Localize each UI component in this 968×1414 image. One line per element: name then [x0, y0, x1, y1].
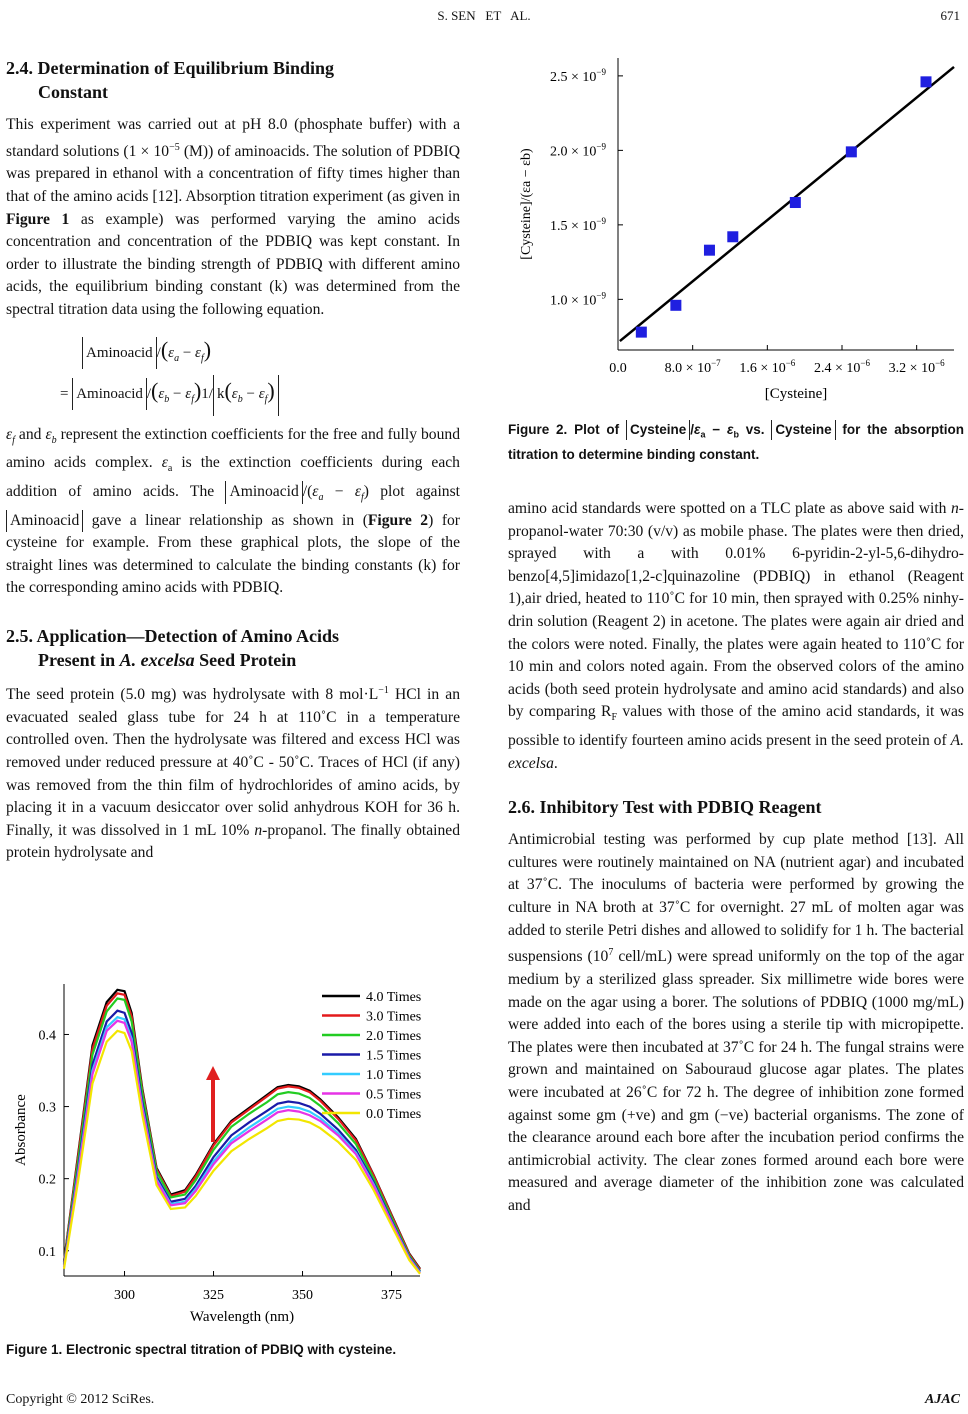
paragraph-extinction: $\varepsilon_f$ and $\varepsilon_b$ represent the extinction coefficients for the free and fully bound amino acids complex. $\varepsilon_a$ is the extinction coefficients during each addition of amino acids. The Aminoacid $/(\varepsilon_a - \varepsilon_f)$ plot against Aminoacid gave a linear relationship as shown in (Figure 2) for cysteine for example. From these graphical plots, the slope of the straight lines was determined to calculate the binding constants (k) for the corresponding amino acids with PDBIQ. — [6, 425, 460, 597]
x-tick-label: $3.2 \times 10^{-6}$ — [888, 358, 945, 376]
y-tick-exponent: −9 — [596, 141, 606, 152]
x-tick-label: $2.4 \times 10^{-6}$ — [814, 358, 870, 376]
data-point-6 — [921, 76, 932, 87]
y-axis-label: [Cysteine]/(εa − εb) — [519, 148, 534, 260]
legend-label-0: 4.0 Times — [366, 990, 422, 1005]
x-tick-label: 350 — [292, 1288, 314, 1303]
data-point-2 — [704, 245, 715, 256]
y-tick-label: 0.4 — [38, 1028, 56, 1044]
data-point-0 — [636, 327, 647, 338]
y-tick-label: $1.5 \times 10^{-9}$ — [550, 215, 606, 234]
arrow-head — [206, 1066, 220, 1080]
paragraph-binding-method: This experiment was carried out at pH 8.0 (phosphate buffer) with a standard solutions ($1 \times 10^{-5}$ (M)) of aminoacids. The solution of PDBIQ was prepared in ethanol with a concentration of fifty times higher than that of the amino acids [12]. Absorption titration experiment (as given in Figure 1 as example) was performed varying the amino acids concentration and concentration of the PDBIQ was kept constant. In order to illustrate the binding strength of PDBIQ with different amino acids, the equilibrium binding constant (k) was determined from the spectral titration data using the following equation. — [6, 116, 461, 318]
paragraph-seed-protein: The seed protein (5.0 mg) was hydrolysate with 8 $mol\cdot L^{-1}$ HCl in an evacuated sealed glass tube for 24 h at 110˚C in a temperature controlled oven. Then the hydrolysate was filtered and excess HCl was removed under reduced pressure at 40˚C - 50˚C. Traces of HCl (if any) was removed from the thin film of hydrochlorides of amino acids, by placing it in a vacuum desiccator over solid anhydrous KOH for 36 h. Finally, it was dissolved in 1 mL 10% n-propanol. The finally obtained protein hydrolysate and — [6, 685, 460, 862]
y-tick-label: 0.2 — [38, 1172, 56, 1188]
page-number: 671 — [940, 8, 960, 23]
x-tick-label: 300 — [114, 1288, 136, 1303]
y-axis-label: Absorbance — [13, 1094, 29, 1166]
data-point-5 — [846, 146, 857, 157]
fit-line — [620, 67, 954, 341]
section-title-line2: Constant — [38, 82, 109, 102]
x-tick-exponent: −6 — [860, 358, 870, 368]
x-tick-label: 325 — [203, 1288, 225, 1303]
equation-line1: Aminoacid $/(\varepsilon_a - \varepsilon_f)$ — [60, 334, 460, 375]
left-column — [6, 56, 460, 865]
paragraph-tlc: amino acid standards were spotted on a TLC plate as above said with n-propanol-water 70:30 (v/v) as mobile phase. The plates were then dried, sprayed with a with 0.01% 6-pyridin-2-yl-5,6-dihydro-benzo[4,5]imidazo[1,2-c]quinazoline (PDBIQ) in ethanol (Reagent 1),air dried, heated to 110˚C for 10 min, then sprayed with 0.25% ninhydrin solution (Reagent 2) in acetone. The plates were again air dried and the colors were noted. Finally, the plates were again heated to 110˚C for 10 min and colors noted again. From the observed colors of the amino acids (both seed protein hydrolysate and amino acid standards) and also by comparing $R_F$ values with those of the amino acid standards, it was possible to identify fourteen amino acids present in the seed protein of A. excelsa. — [508, 500, 965, 772]
footer-journal: AJAC — [924, 1392, 960, 1407]
data-point-3 — [727, 231, 738, 242]
legend-label-4: 1.0 Times — [366, 1068, 422, 1083]
x-tick-label: $1.6 \times 10^{-6}$ — [739, 358, 796, 376]
section-2-5-heading: 2.5. Application—Detection of Amino Acids Present in A. excelsa Seed Protein — [6, 626, 340, 671]
section-2-6-heading: 2.6. Inhibitory Test with PDBIQ Reagent — [508, 797, 822, 818]
figure-1-caption: Figure 1. Electronic spectral titration of PDBIQ with cysteine. — [6, 1342, 397, 1357]
y-tick-label: 0.3 — [38, 1100, 56, 1116]
right-column — [508, 498, 964, 1218]
x-tick-label: $8.0 \times 10^{-7}$ — [664, 358, 721, 376]
footer-copyright: Copyright © 2012 SciRes. — [6, 1392, 155, 1407]
section-2-4-heading — [6, 56, 460, 104]
running-title: S. SEN ET AL. — [437, 8, 531, 23]
equation-line2: = Aminoacid $/(\varepsilon_b - \varepsilon_f)1/$ $k(\varepsilon_b - \varepsilon_f)$ — [60, 375, 460, 416]
x-tick-exponent: −6 — [935, 358, 945, 368]
y-tick-label: $1.0 \times 10^{-9}$ — [550, 290, 606, 309]
figure-1-spectral-chart — [0, 976, 470, 1336]
x-tick-exponent: −6 — [785, 358, 796, 368]
binding-equation — [60, 334, 460, 416]
y-tick-label: $2.5 \times 10^{-9}$ — [550, 66, 606, 85]
y-tick-label: $2.0 \times 10^{-9}$ — [550, 141, 606, 160]
data-point-4 — [790, 197, 801, 208]
paragraph-antimicrobial: Antimicrobial testing was performed by cup plate method [13]. All cultures were routinely maintained on NA (nutrient agar) and incubated at 37˚C. The inoculums of bacteria were performed by growing the culture in NA broth at 37˚C for overnight. 27 mL of molten agar was added to sterile Petri dishes and allowed to solidify for 1 h. The bacterial suspensions ($10^7$ cell/mL) were spread uniformly on the top of the agar medium by a sterilized glass spreader. Six millimetre wide bores were made on the agar using a borer. The solutions of PDBIQ (1000 mg/mL) were added into each of the bores using a sterile tip with micropipette. The plates were then incubated at 37˚C for 24 h. The fungal strains were grown and maintained on Sabouraud glucose agar plates. The plates were incubated at 26˚C for 72 h. The degree of inhibition zone formed against some gm (+ve) and gm (−ve) bacterial organisms. The zone of the clearance around each bore after the incubation period confirms the antimicrobial activity. The clear zones formed around each bore were measured and average diameter of the inhibition zone was calculated and — [508, 831, 964, 1214]
legend-label-2: 2.0 Times — [366, 1029, 422, 1044]
data-point-1 — [670, 300, 681, 311]
legend-label-6: 0.0 Times — [366, 1107, 422, 1122]
y-tick-exponent: −9 — [596, 290, 606, 301]
legend-label-1: 3.0 Times — [366, 1009, 422, 1025]
y-tick-exponent: −9 — [596, 215, 606, 226]
legend-label-3: 1.5 Times — [366, 1048, 422, 1064]
x-axis-label: [Cysteine] — [764, 386, 828, 402]
x-tick-label: 0.0 — [609, 361, 627, 376]
figure-2-binding-plot — [506, 50, 968, 410]
legend-label-5: 0.5 Times — [366, 1087, 422, 1103]
section-number: 2.4. — [6, 58, 33, 78]
section-title-line1: Determination of Equilibrium Binding — [37, 58, 335, 78]
figure-2-caption: Figure 2. Plot of Cysteine $/\varepsilon_a - \varepsilon_b$ vs. Cysteine for the absorption titration to determine binding constant. — [508, 422, 964, 462]
x-tick-exponent: −7 — [711, 358, 721, 368]
x-axis-label: Wavelength (nm) — [189, 1309, 295, 1325]
x-tick-label: 375 — [381, 1288, 403, 1303]
y-tick-exponent: −9 — [596, 66, 606, 77]
y-tick-label: 0.1 — [38, 1244, 56, 1260]
